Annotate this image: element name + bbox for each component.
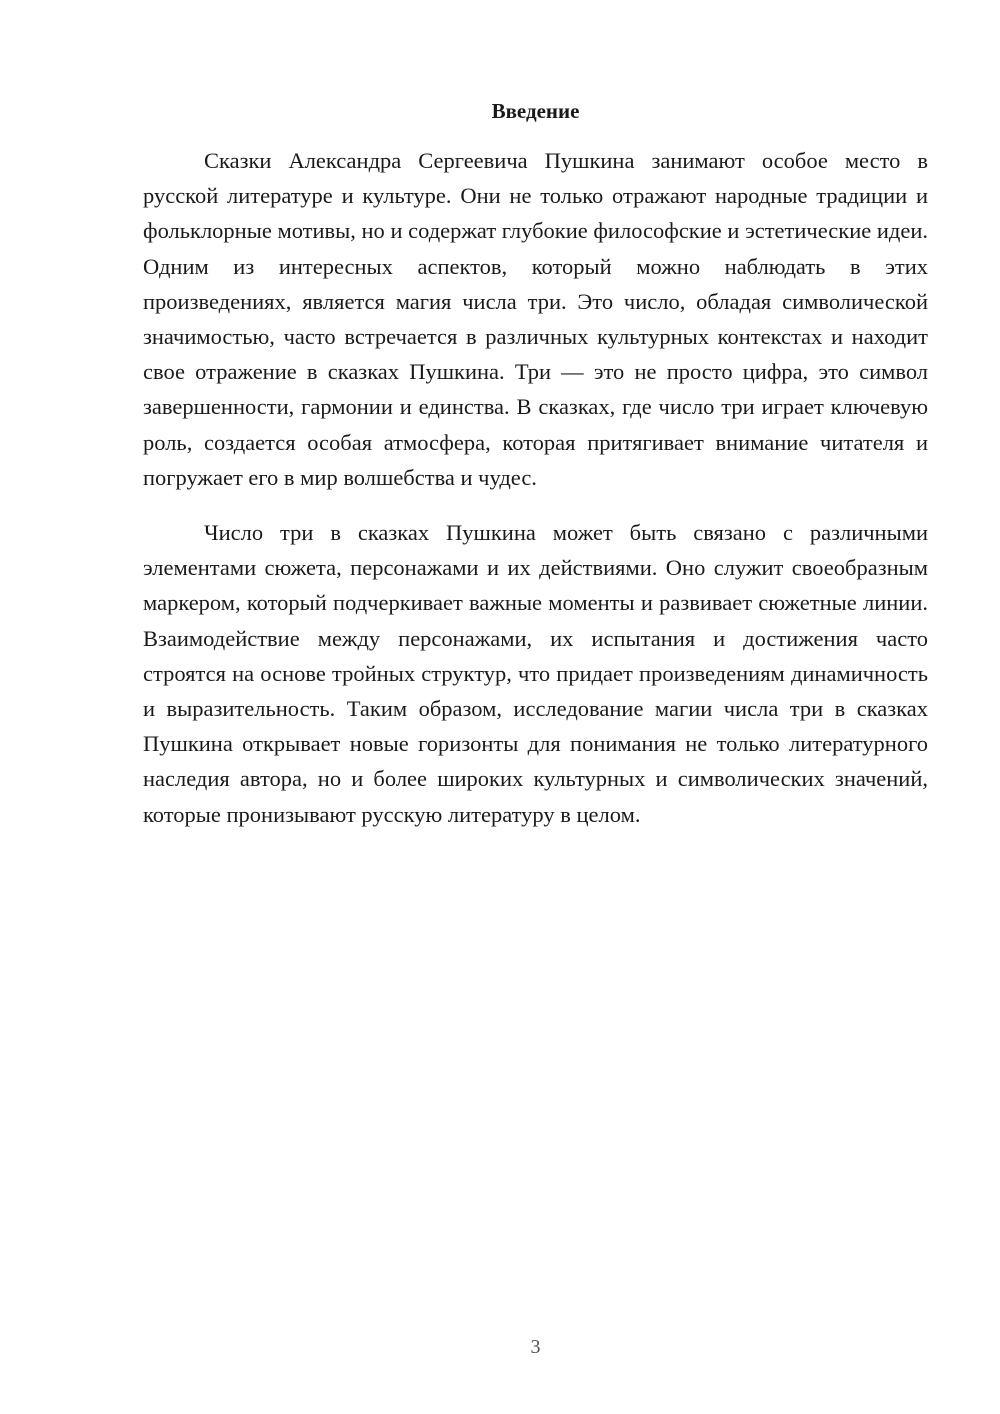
body-text: [143, 143, 928, 832]
paragraph-1: Сказки Александра Сергеевича Пушкина занимают особое место в русской литературе и культуре. Они не только отражают народные традиции и фольклорные мотивы, но и содержат глубокие философские и эстетические идеи. Одним из интересных аспектов, который можно наблюдать в этих произведениях, является магия числа три. Это число, обладая символической значимостью, часто встречается в различных культурных контекстах и находит свое отражение в сказках Пушкина. Три — это не просто цифра, это символ завершенности, гармонии и единства. В сказках, где число три играет ключевую роль, создается особая атмосфера, которая притягивает внимание читателя и погружает его в мир волшебства и чудес.: [143, 148, 928, 490]
paragraph-2: Число три в сказках Пушкина может быть связано с различными элементами сюжета, персонажами и их действиями. Оно служит своеобразным маркером, который подчеркивает важные моменты и развивает сюжетные линии. Взаимодействие между персонажами, их испытания и достижения часто строятся на основе тройных структур, что придает произведениям динамичность и выразительность. Таким образом, исследование магии числа три в сказках Пушкина открывает новые горизонты для понимания не только литературного наследия автора, но и более широких культурных и символических значений, которые пронизывают русскую литературу в целом.: [143, 520, 928, 827]
page-number: 3: [530, 1336, 541, 1358]
section-heading: Введение: [491, 99, 580, 123]
